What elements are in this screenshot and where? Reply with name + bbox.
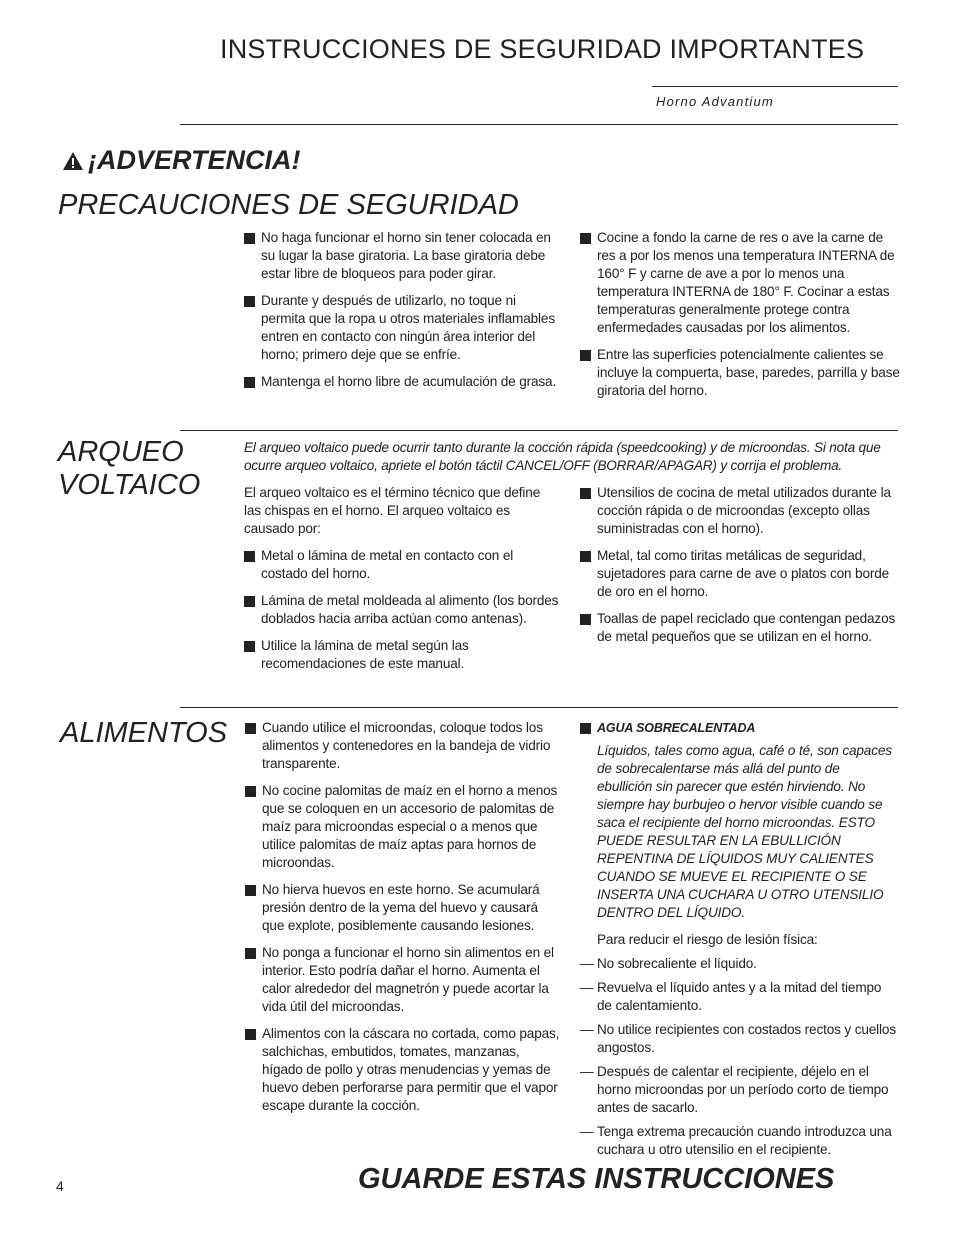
list-item: — Después de calentar el recipiente, déjelo en el horno microondas por un período corto de tiempo antes de sacarlo. bbox=[580, 1064, 889, 1115]
header-divider-short bbox=[652, 86, 898, 87]
arqueo-right-column bbox=[580, 484, 900, 655]
bullet-square-icon bbox=[580, 723, 591, 734]
header-divider bbox=[180, 124, 898, 125]
list-item: Utilice la lámina de metal según las recomendaciones de este manual. bbox=[244, 637, 560, 673]
list-item: Cuando utilice el microondas, coloque todos los alimentos y contenedores en la bandeja de vidrio transparente. bbox=[245, 719, 561, 773]
bullet-square-icon bbox=[244, 377, 255, 388]
bullet-square-icon bbox=[244, 296, 255, 307]
alimentos-title: ALIMENTOS bbox=[60, 717, 228, 749]
list-item: Utensilios de cocina de metal utilizados durante la cocción rápida o de microondas (excepto ollas suministradas con el horno). bbox=[580, 484, 900, 538]
arqueo-intro: El arqueo voltaico puede ocurrir tanto durante la cocción rápida (speedcooking) y de microondas. Si nota que ocurre arqueo voltaico, apriete el botón táctil CANCEL/OFF (BORRAR/APAGAR) y corrija el problema. bbox=[244, 440, 881, 473]
bullet-square-icon bbox=[580, 488, 591, 499]
list-item: No cocine palomitas de maíz en el horno a menos que se coloquen en un accesorio de palomitas de maíz para microondas especial o a menos que utilice palomitas de maíz aptas para hornos de microondas. bbox=[245, 782, 561, 872]
agua-heading: AGUA SOBRECALENTADA bbox=[597, 721, 756, 735]
list-item: Metal, tal como tiritas metálicas de seguridad, sujetadores para carne de ave o platos con borde de oro en el horno. bbox=[580, 547, 900, 601]
agua-risk-intro: Para reducir el riesgo de lesión física: bbox=[597, 932, 818, 947]
precauciones-left-column bbox=[244, 229, 560, 400]
bullet-square-icon bbox=[245, 723, 256, 734]
list-item: — Revuelva el líquido antes y a la mitad del tiempo de calentamiento. bbox=[580, 980, 882, 1013]
section-divider bbox=[180, 707, 898, 708]
bullet-square-icon bbox=[244, 551, 255, 562]
list-item: No hierva huevos en este horno. Se acumulará presión dentro de la yema del huevo y causará que explote, posiblemente causando lesiones. bbox=[245, 881, 561, 935]
page-title: INSTRUCCIONES DE SEGURIDAD IMPORTANTES bbox=[220, 34, 865, 64]
bullet-square-icon bbox=[245, 948, 256, 959]
bullet-square-icon bbox=[244, 596, 255, 607]
bullet-square-icon bbox=[245, 885, 256, 896]
list-item: Entre las superficies potencialmente calientes se incluye la compuerta, base, paredes, parrilla y base giratoria del horno. bbox=[580, 346, 900, 400]
bullet-square-icon bbox=[245, 1029, 256, 1040]
precauciones-title: PRECAUCIONES DE SEGURIDAD bbox=[58, 189, 519, 221]
bullet-square-icon bbox=[244, 641, 255, 652]
bullet-square-icon bbox=[245, 786, 256, 797]
arqueo-title: ARQUEO VOLTAICO bbox=[58, 436, 201, 501]
list-item: No ponga a funcionar el horno sin alimentos en el interior. Esto podría dañar el horno. Aumenta el calor alrededor del magnetrón y puede acortar la vida útil del microondas. bbox=[245, 944, 561, 1016]
warning-triangle-icon bbox=[62, 151, 84, 171]
section-divider bbox=[180, 430, 898, 431]
list-item: Mantenga el horno libre de acumulación de grasa. bbox=[244, 373, 560, 391]
warning-heading bbox=[62, 145, 301, 176]
list-item: Alimentos con la cáscara no cortada, como papas, salchichas, embutidos, tomates, manzanas, hígado de pollo y otras menudencias y yemas de huevo deben perforarse para permitir que el vapor escape durante la cocción. bbox=[245, 1025, 561, 1115]
warning-label: ¡ADVERTENCIA! bbox=[88, 145, 301, 175]
arqueo-left-column bbox=[244, 484, 560, 682]
agua-warning-text: Líquidos, tales como agua, café o té, son capaces de sobrecalentarse más allá del punto de ebullición sin parecer que estén hirviendo. No siempre hay burbujeo o hervor visible cuando se saca el recipiente del horno microondas. ESTO PUEDE RESULTAR EN LA EBULLICIÓN REPENTINA DE LÍQUIDOS MUY CALIENTES CUANDO SE MUEVE EL RECIPIENTE O SE INSERTA UNA CUCHARA U OTRO UTENSILIO DENTRO DEL LÍQUIDO. bbox=[597, 743, 892, 920]
list-item: — Tenga extrema precaución cuando introduzca una cuchara u otro utensilio en el recipiente. bbox=[580, 1124, 892, 1157]
list-item bbox=[580, 719, 898, 737]
list-item: Durante y después de utilizarlo, no toque ni permita que la ropa u otros materiales inflamables entren en contacto con ningún área interior del horno; primero deje que se enfríe. bbox=[244, 292, 560, 364]
list-item: Cocine a fondo la carne de res o ave la carne de res a por los menos una temperatura INTERNA de 160° F y carne de ave a por lo menos una temperatura INTERNA de 180° F. Cocinar a estas temperaturas generalmente protege contra enfermedades causadas por los alimentos. bbox=[580, 229, 900, 337]
bullet-square-icon bbox=[580, 614, 591, 625]
list-item: Lámina de metal moldeada al alimento (los bordes doblados hacia arriba actúan como antenas). bbox=[244, 592, 560, 628]
list-item: Metal o lámina de metal en contacto con el costado del horno. bbox=[244, 547, 560, 583]
list-item: — No utilice recipientes con costados rectos y cuellos angostos. bbox=[580, 1022, 896, 1055]
bullet-square-icon bbox=[580, 350, 591, 361]
product-subtitle: Horno Advantium bbox=[656, 94, 774, 109]
arqueo-definition: El arqueo voltaico es el término técnico que define las chispas en el horno. El arqueo voltaico es causado por: bbox=[244, 485, 541, 536]
footer-title: GUARDE ESTAS INSTRUCCIONES bbox=[358, 1163, 835, 1195]
list-item: — No sobrecaliente el líquido. bbox=[580, 956, 757, 971]
precauciones-right-column bbox=[580, 229, 900, 409]
bullet-square-icon bbox=[580, 551, 591, 562]
bullet-square-icon bbox=[244, 233, 255, 244]
list-item: No haga funcionar el horno sin tener colocada en su lugar la base giratoria. La base giratoria debe estar libre de bloqueos para poder girar. bbox=[244, 229, 560, 283]
page-number: 4 bbox=[56, 1178, 64, 1194]
alimentos-right-column bbox=[580, 719, 898, 1165]
alimentos-left-column bbox=[245, 719, 561, 1124]
list-item: Toallas de papel reciclado que contengan pedazos de metal pequeños que se utilizan en el horno. bbox=[580, 610, 900, 646]
bullet-square-icon bbox=[580, 233, 591, 244]
